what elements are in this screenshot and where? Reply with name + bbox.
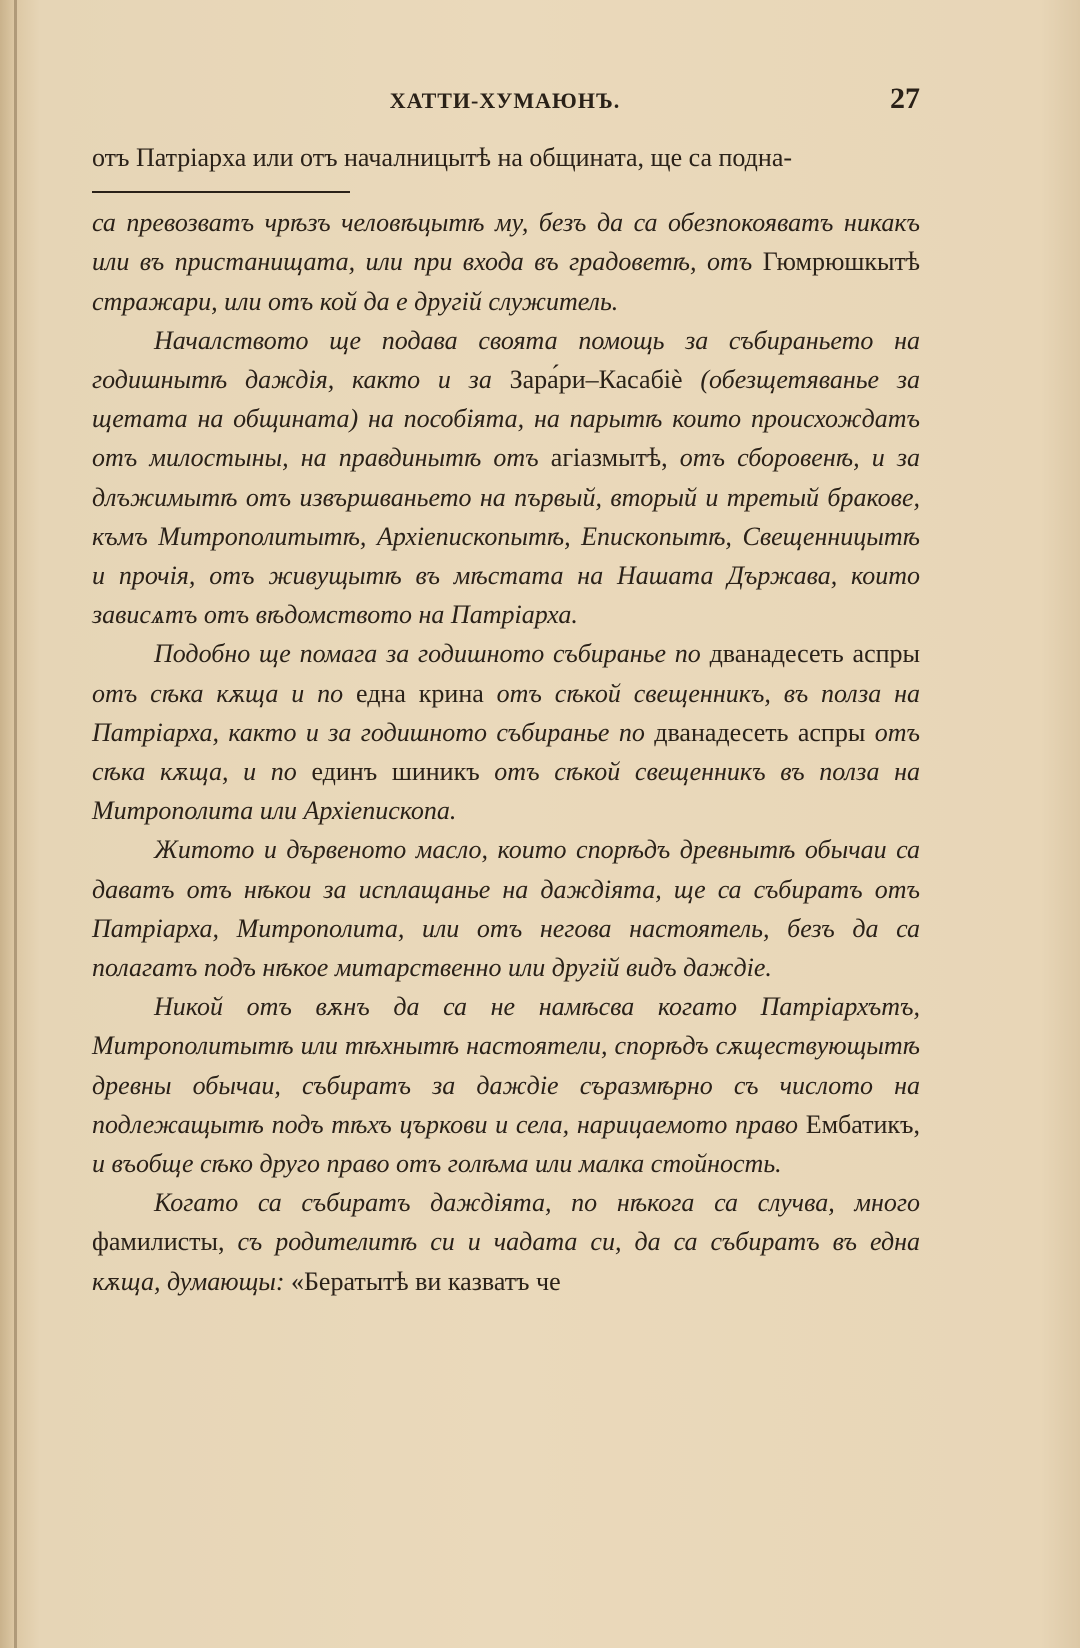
roman-text-segment: Гюмрюшкытѣ	[762, 247, 920, 277]
italic-text-segment: Житото и дървеното масло, които спорѣдъ древнытѣ обычаи са даватъ отъ нѣкои за исплащанье на даждіята, ще са събиратъ отъ Патріарха, Митрополита, или отъ негова настоятель, безъ да са полагатъ подъ нѣкое митарственно или другій видъ даждіе.	[92, 835, 920, 983]
roman-text-segment: «Бератытѣ ви казватъ че	[291, 1266, 561, 1296]
roman-text-segment: единъ шиникъ	[311, 757, 480, 787]
italic-text-segment: Когато са събиратъ даждіята, по нѣкога са случва, много	[154, 1188, 920, 1218]
italic-text-segment: отъ сѣкой свещенникъ въ полза на Митрополита или Архіепископа.	[92, 757, 920, 826]
page-number: 27	[890, 82, 920, 115]
italic-text-segment: стражари, или отъ кой да е другій служитель.	[92, 286, 619, 316]
italic-text-segment: (обезщетяванье за щетата на общината) на пособіята, на парытѣ които происхождатъ отъ милостыны, на правдинытѣ отъ	[92, 365, 921, 473]
roman-text-segment: дванадесеть аспры	[709, 639, 920, 669]
paragraph	[92, 203, 920, 321]
italic-text-segment: са превозватъ чрѣзъ человѣцытѣ му, безъ да са обезпокояватъ никакъ или въ пристанищата, или при входа въ градоветѣ, отъ	[92, 208, 920, 277]
italic-text-segment: Подобно ще помага за годишното събиранье по	[154, 639, 710, 669]
roman-text-segment: Ембатикъ,	[805, 1109, 920, 1139]
roman-text-segment: Зара́ри–Касабіѐ	[509, 365, 683, 395]
roman-text-segment: агіазмытѣ,	[550, 443, 668, 473]
italic-text-segment: отъ сѣка кѫща и по	[92, 678, 357, 708]
italic-text-segment: отъ сѣкой свещенникъ, въ полза на Патріарха, както и за годишното събиранье по	[92, 678, 920, 747]
italic-text-segment: отъ сѣка кѫща, и по	[92, 717, 920, 787]
italic-text-segment: съ родителитѣ си и чадата си, да са събиратъ въ една кѫща, думающы:	[92, 1227, 920, 1296]
paragraph	[92, 634, 920, 830]
running-title: ХАТТИ-ХУМАЮНЪ.	[389, 88, 621, 113]
page-gutter-edge	[14, 0, 17, 1648]
paragraph	[92, 1183, 920, 1301]
roman-text-segment: една крина	[356, 678, 484, 708]
roman-text-segment: отъ Патріарха или отъ началницытѣ на общината, ще са подна-	[92, 143, 793, 172]
page-header	[90, 82, 920, 118]
paragraph	[92, 321, 920, 635]
italic-text-segment: отъ сборовенѣ, и за длъжимытѣ отъ извършваньето на първый, вторый и третый бракове, къмъ Митрополитытѣ, Архіепископытѣ, Епископытѣ, Свещенницытѣ и прочія, отъ живущытѣ въ мѣстата на Нашата Държава, които зависѧтъ отъ вѣдомството на Патріарха.	[92, 443, 920, 630]
italic-text-segment: Началството ще подава своята помощь за събираньето на годишнытѣ даждія, както и за	[92, 325, 920, 395]
italic-text-segment: и въобще сѣко друго право отъ голѣма или малка стойность.	[92, 1149, 782, 1179]
roman-text-segment: фамилисты,	[92, 1227, 225, 1257]
paragraph-carryover	[92, 138, 920, 177]
paragraph	[92, 830, 920, 987]
body-text	[92, 138, 920, 1301]
section-divider-rule	[92, 191, 350, 193]
paragraph	[92, 987, 920, 1183]
roman-text-segment: дванадесеть аспры	[654, 717, 866, 747]
italic-text-segment: Никой отъ вѫнъ да са не намѣсва когато Патріархътъ, Митрополитытѣ или тѣхнытѣ настоятели, спорѣдъ сѫществующытѣ древны обычаи, събиратъ за даждіе съразмѣрно съ числото на подлежащытѣ подъ тѣхъ църкови и села, нарицаемото право	[92, 992, 920, 1139]
